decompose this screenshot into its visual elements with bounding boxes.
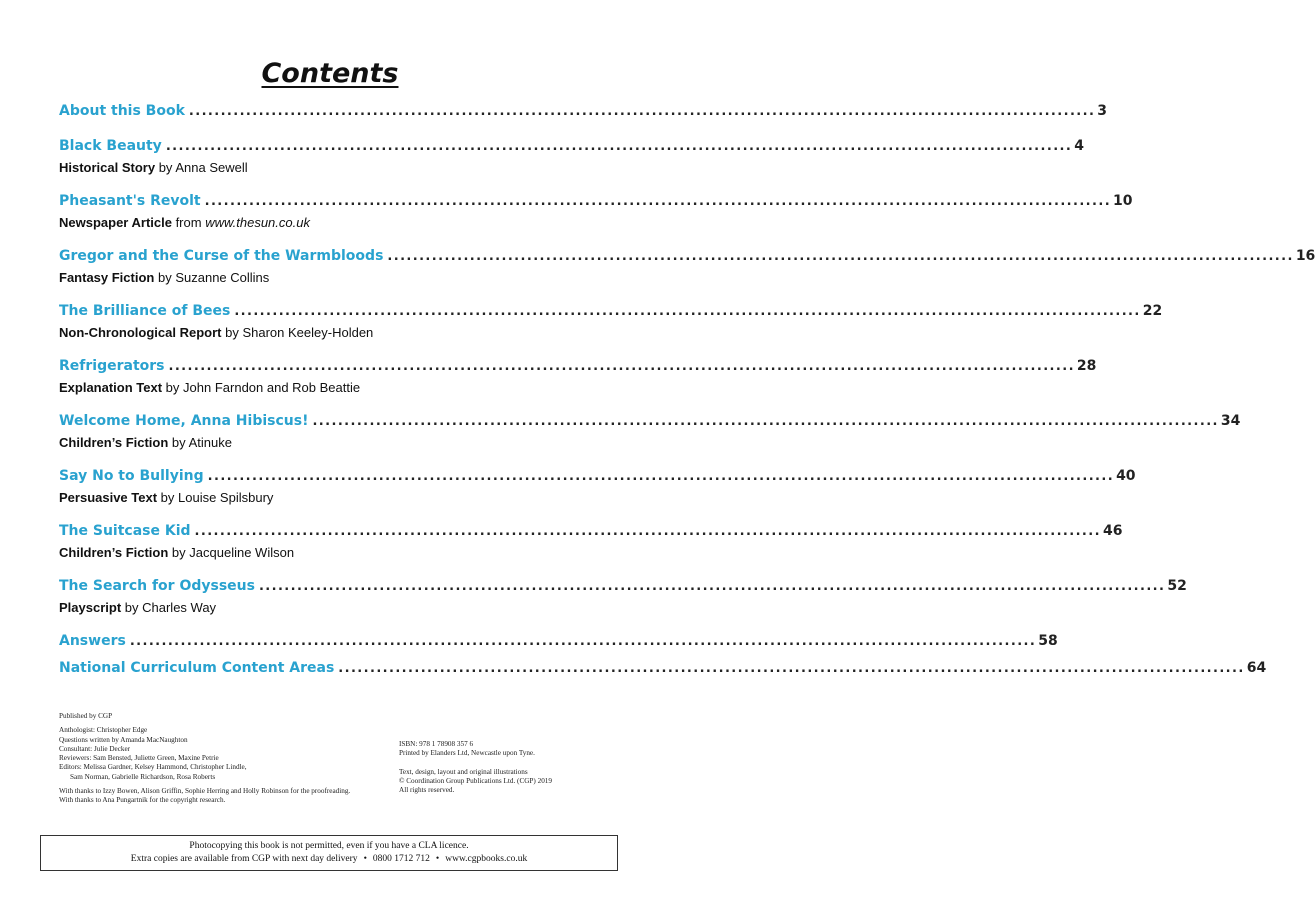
entry-title[interactable]: The Suitcase Kid — [59, 523, 191, 539]
dot-leader: ............................................................................................................................................... — [258, 579, 1166, 594]
entry-author: Atinuke — [188, 435, 232, 450]
consultant: Consultant: Julie Decker — [59, 744, 131, 753]
delivery-text: Extra copies are available from CGP with next day delivery — [130, 854, 358, 864]
editors: Editors: Melissa Gardner, Kelsey Hammond, Christopher Lindle, — [59, 763, 247, 772]
entry-connector: by — [157, 490, 179, 505]
entry-subtitle — [59, 325, 597, 343]
entry-subtitle — [59, 435, 597, 453]
isbn: ISBN: 978 1 78908 357 6 — [399, 740, 474, 748]
entry-subtitle — [59, 545, 597, 563]
page-number: 46 — [1102, 523, 1123, 539]
entry-subtitle — [59, 160, 597, 178]
entry-genre: Fantasy Fiction — [59, 270, 155, 285]
photocopy-notice — [40, 835, 618, 871]
page-number: 22 — [1142, 303, 1163, 319]
page-number: 34 — [1220, 413, 1241, 429]
entry-title[interactable]: Black Beauty — [59, 138, 162, 154]
page-number: 16 — [1295, 248, 1315, 264]
entry-connector: by — [155, 160, 176, 175]
dot-leader: ............................................................................................................................................... — [387, 249, 1294, 264]
entry-title[interactable]: Refrigerators — [59, 358, 165, 374]
page-title: Contents — [261, 58, 399, 89]
toc-entry-odysseus[interactable] — [59, 578, 1187, 618]
entry-genre: Children’s Fiction — [59, 435, 169, 450]
toc-entry-bees[interactable] — [59, 303, 1163, 343]
bullet-separator: • — [435, 854, 440, 864]
entry-genre: Explanation Text — [59, 380, 163, 395]
entry-title[interactable]: Answers — [59, 633, 126, 649]
entry-connector: by — [168, 545, 190, 560]
dot-leader: ............................................................................................................................................... — [194, 524, 1101, 539]
website-link[interactable]: www.cgpbooks.co.uk — [445, 854, 528, 864]
entry-connector: by — [221, 325, 243, 340]
phone-number[interactable]: 0800 1712 712 — [372, 854, 430, 864]
dot-leader: ............................................................................................................................................... — [168, 359, 1075, 374]
dot-leader: ............................................................................................................................................... — [188, 104, 1096, 119]
toc-entry-pheasants-revolt[interactable] — [59, 193, 1133, 233]
entry-genre: Persuasive Text — [59, 490, 158, 505]
entry-connector: by — [168, 435, 189, 450]
dot-leader: ............................................................................................................................................... — [129, 634, 1037, 649]
entry-genre: Newspaper Article — [59, 215, 172, 230]
questions-author: Questions written by Amanda MacNaughton — [59, 735, 188, 744]
page-number: 3 — [1097, 103, 1108, 119]
copyright-line-2: © Coordination Group Publications Ltd. (CGP) 2019 — [399, 776, 552, 785]
entry-author: Suzanne Collins — [175, 270, 270, 285]
entry-genre: Playscript — [59, 600, 122, 615]
toc-entry-about[interactable] — [59, 103, 1108, 125]
entry-subtitle — [59, 380, 597, 398]
dot-leader: ............................................................................................................................................... — [165, 139, 1073, 154]
notice-line-2 — [41, 853, 617, 866]
entry-subtitle — [59, 270, 597, 288]
dot-leader: ............................................................................................................................................... — [312, 414, 1219, 429]
page-number: 40 — [1116, 468, 1136, 484]
dot-leader: ............................................................................................................................................... — [338, 661, 1245, 676]
entry-title[interactable]: Welcome Home, Anna Hibiscus! — [59, 413, 309, 429]
page-number: 28 — [1076, 358, 1097, 374]
toc-entry-curriculum[interactable] — [59, 660, 1267, 682]
entry-author: Anna Sewell — [175, 160, 248, 175]
entry-author: John Farndon and Rob Beattie — [183, 380, 361, 395]
page-number: 4 — [1074, 138, 1084, 154]
entry-genre: Historical Story — [59, 160, 156, 175]
entry-source: www.thesun.co.uk — [205, 215, 310, 230]
rights-reserved: All rights reserved. — [399, 786, 455, 795]
toc-entry-black-beauty[interactable] — [59, 138, 1084, 178]
toc-entry-suitcase-kid[interactable] — [59, 523, 1123, 563]
copyright-research-thanks: With thanks to Ana Pungartnik for the copyright research. — [59, 796, 226, 805]
reviewers: Reviewers: Sam Bensted, Juliette Green, Maxine Petrie — [59, 754, 219, 763]
entry-connector: by — [154, 270, 176, 285]
table-of-contents — [59, 103, 1315, 682]
copyright-line-1: Text, design, layout and original illustrations — [399, 767, 528, 776]
entry-subtitle — [59, 490, 597, 508]
entry-title[interactable]: About this Book — [59, 103, 185, 119]
entry-connector: by — [162, 380, 184, 395]
entry-author: Sharon Keeley-Holden — [242, 325, 374, 340]
proofreading-thanks: With thanks to Izzy Bowen, Alison Griffin, Sophie Herring and Holly Robinson for the proofreading. — [59, 787, 351, 796]
notice-line-1: Photocopying this book is not permitted, even if you have a CLA licence. — [189, 841, 469, 851]
page-number: 52 — [1167, 578, 1187, 594]
entry-title[interactable]: Gregor and the Curse of the Warmbloods — [59, 248, 384, 264]
print-credits — [399, 740, 619, 795]
page-number: 10 — [1113, 193, 1133, 209]
entry-connector: from — [171, 215, 206, 230]
entry-title[interactable]: The Brilliance of Bees — [59, 303, 231, 319]
entry-title[interactable]: National Curriculum Content Areas — [59, 660, 335, 676]
entry-genre: Non-Chronological Report — [59, 325, 222, 340]
entry-connector: by — [121, 600, 143, 615]
entry-title[interactable]: Say No to Bullying — [59, 468, 204, 484]
dot-leader: ............................................................................................................................................... — [204, 194, 1112, 209]
entry-subtitle — [59, 215, 597, 233]
bullet-separator: • — [363, 854, 367, 864]
entry-subtitle — [59, 600, 597, 618]
published-by: Published by CGP — [59, 712, 113, 720]
toc-entry-gregor[interactable] — [59, 248, 1315, 288]
entry-author: Louise Spilsbury — [178, 490, 274, 505]
toc-entry-refrigerators[interactable] — [59, 358, 1097, 398]
page-number: 64 — [1246, 660, 1267, 676]
anthologist: Anthologist: Christopher Edge — [59, 726, 148, 735]
entry-title[interactable]: The Search for Odysseus — [59, 578, 255, 594]
publisher-credits — [59, 712, 389, 806]
toc-entry-bullying[interactable] — [59, 468, 1136, 508]
dot-leader: ............................................................................................................................................... — [207, 469, 1115, 484]
toc-entry-anna-hibiscus[interactable] — [59, 413, 1241, 453]
entry-genre: Children’s Fiction — [59, 545, 169, 560]
toc-entry-answers[interactable] — [59, 633, 1058, 655]
entry-author: Charles Way — [142, 600, 217, 615]
editors-continued: Sam Norman, Gabrielle Richardson, Rosa Roberts — [70, 772, 216, 781]
printer: Printed by Elanders Ltd, Newcastle upon Tyne. — [399, 749, 535, 758]
entry-title[interactable]: Pheasant's Revolt — [59, 193, 201, 209]
dot-leader: ............................................................................................................................................... — [234, 304, 1141, 319]
page-number: 58 — [1038, 633, 1058, 649]
entry-author: Jacqueline Wilson — [189, 545, 295, 560]
